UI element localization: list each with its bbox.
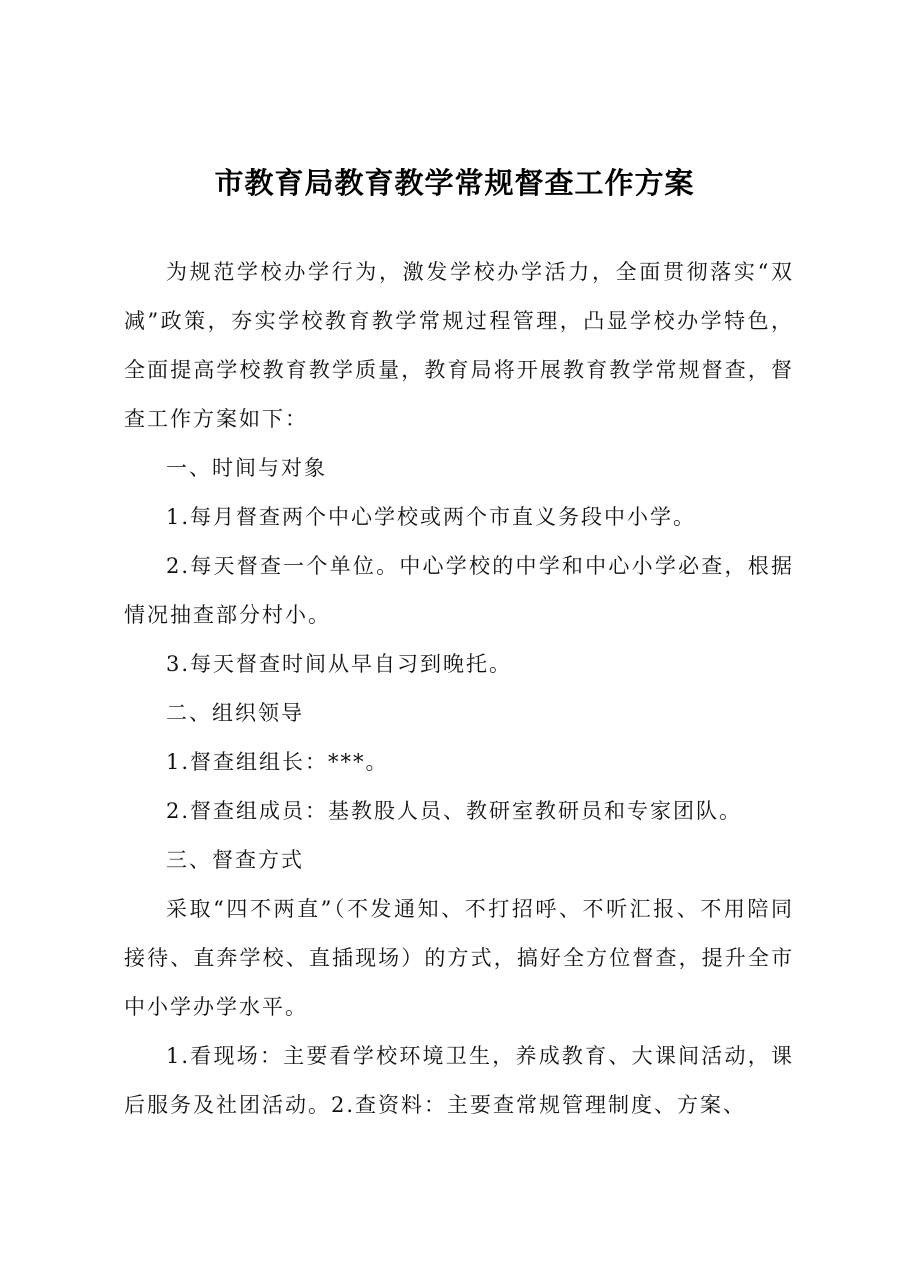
- list-item: 1.每月督查两个中心学校或两个市直义务段中小学。: [166, 505, 697, 529]
- list-item: 2.督查组成员：基教股人员、教研室教研员和专家团队。: [166, 799, 743, 823]
- list-item: 1.督查组组长：***。: [166, 750, 389, 774]
- document-title: 市教育局教育教学常规督查工作方案: [214, 166, 695, 200]
- document-body: [124, 248, 794, 1130]
- section-heading-organization: 二、组织领导: [166, 701, 304, 725]
- list-item: 2.每天督查一个单位。中心学校的中学和中心小学必查，根据情况抽查部分村小。: [124, 554, 794, 627]
- section-heading-time-and-target: 一、时间与对象: [166, 456, 327, 480]
- list-item: 3.每天督查时间从早自习到晚托。: [166, 652, 513, 676]
- method-paragraph: 采取“四不两直”（不发通知、不打招呼、不听汇报、不用陪同接待、直奔学校、直插现场）的方式，搞好全方位督查，提升全市中小学办学水平。: [124, 897, 794, 1019]
- section-heading-method: 三、督查方式: [166, 848, 304, 872]
- list-item: 1.看现场：主要看学校环境卫生，养成教育、大课间活动，课后服务及社团活动。2.查资料：主要查常规管理制度、方案、: [124, 1044, 794, 1117]
- intro-paragraph: 为规范学校办学行为，激发学校办学活力，全面贯彻落实“双减”政策，夯实学校教育教学常规过程管理，凸显学校办学特色，全面提高学校教育教学质量，教育局将开展教育教学常规督查，督查工作方案如下：: [124, 260, 794, 431]
